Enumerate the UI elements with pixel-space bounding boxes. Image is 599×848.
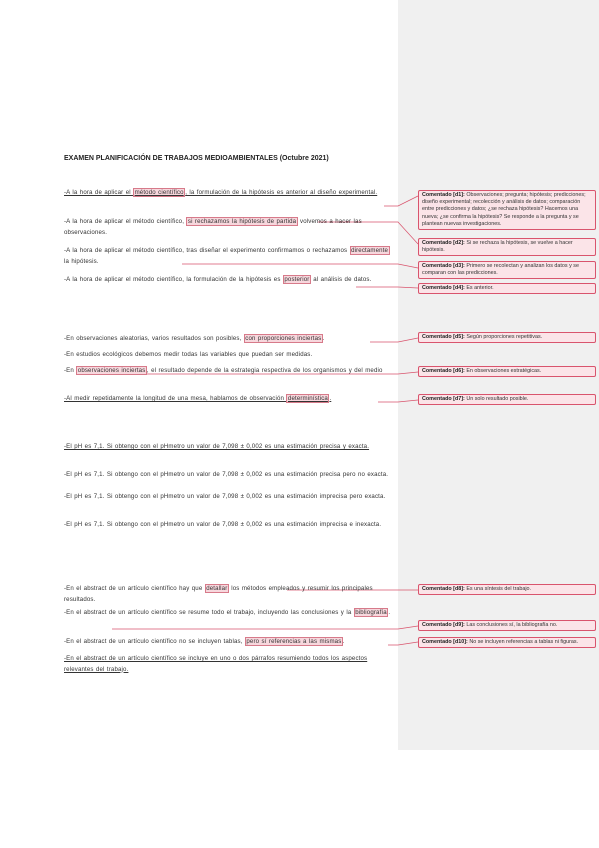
question-paragraph: -En observaciones aleatorias, varios resultados son posibles, con proporciones inciertas . (64, 335, 325, 342)
comment-balloon[interactable]: Comentado [d10]: No se incluyen referencias a tablas ni figuras. (418, 637, 596, 648)
question-paragraph: -En observaciones inciertas , el resultado depende de la estrategia respectiva de los organismos y del medio (64, 367, 383, 374)
document-title: EXAMEN PLANIFICACIÓN DE TRABAJOS MEDIOAMBIENTALES (Octubre 2021) (64, 155, 329, 162)
question-paragraph: -El pH es 7,1. Si obtengo con el pHmetro un valor de 7,098 ± 0,002 es una estimación precisa y exacta. (64, 443, 370, 450)
question-paragraph: -A la hora de aplicar el método científico, la formulación de la hipótesis es posterior al análisis de datos. (64, 276, 372, 283)
question-paragraph: -En el abstract de un artículo científico no se incluyen tablas, pero sí referencias a las mismas . (64, 638, 345, 645)
question-paragraph: -A la hora de aplicar el método científico , la formulación de la hipótesis es anterior al diseño experimental. (64, 189, 378, 196)
question-paragraph: -Al medir repetidamente la longitud de una mesa, hablamos de observación determinística . (64, 395, 332, 402)
comment-balloon[interactable]: Comentado [d7]: Un solo resultado posible. (418, 394, 596, 405)
comment-balloon[interactable]: Comentado [d5]: Según proporciones repetitivas. (418, 332, 596, 343)
question-paragraph: -En el abstract de un artículo científico se resume todo el trabajo, incluyendo las conclusiones y la bibliografía . (64, 609, 391, 616)
comment-balloon[interactable]: Comentado [d6]: En observaciones estratégicas. (418, 366, 596, 377)
question-paragraph: -A la hora de aplicar el método científico, si rechazamos la hipótesis de partida volvemos a hacer las observaciones. (64, 218, 362, 236)
question-paragraph: -En el abstract de un artículo científico se incluye en uno o dos párrafos resumiendo todos los aspectos relevantes del trabajo. (64, 655, 368, 673)
question-paragraph: -En el abstract de un artículo científico hay que detallar los métodos empleados y resumir los principales resultados. (64, 585, 373, 603)
comment-balloon[interactable]: Comentado [d4]: Es anterior. (418, 283, 596, 294)
question-paragraph: -El pH es 7,1. Si obtengo con el pHmetro un valor de 7,098 ± 0,002 es una estimación precisa pero no exacta. (64, 471, 389, 478)
comment-balloon[interactable]: Comentado [d9]: Las conclusiones sí, la bibliografía no. (418, 620, 596, 631)
comment-balloon[interactable]: Comentado [d3]: Primero se recolectan y analizan los datos y se comparan con las predicciones. (418, 261, 596, 279)
question-paragraph: -El pH es 7,1. Si obtengo con el pHmetro un valor de 7,098 ± 0,002 es una estimación imprecisa pero exacta. (64, 493, 386, 500)
comment-balloon[interactable]: Comentado [d8]: Es una síntesis del trabajo. (418, 584, 596, 595)
comment-balloon[interactable]: Comentado [d2]: Si se rechaza la hipótesis, se vuelve a hacer hipótesis. (418, 238, 596, 256)
comment-balloon[interactable]: Comentado [d1]: Observaciones; pregunta; hipótesis; predicciones; diseño experimental; recolección y análisis de datos; comparación entre predicciones y datos; ¿se rechaza hipótesis? Hacemos una nueva; ¿se confirma la hipótesis? Se responde a la pregunta y se plantean nuevas investigaciones. (418, 190, 596, 230)
question-paragraph: -En estudios ecológicos debemos medir todas las variables que puedan ser medidas. (64, 351, 313, 358)
question-paragraph: -A la hora de aplicar el método científico, tras diseñar el experimento confirmamos o rechazamos directamente la hipótesis. (64, 247, 389, 265)
question-paragraph: -El pH es 7,1. Si obtengo con el pHmetro un valor de 7,098 ± 0,002 es una estimación imprecisa e inexacta. (64, 521, 382, 528)
